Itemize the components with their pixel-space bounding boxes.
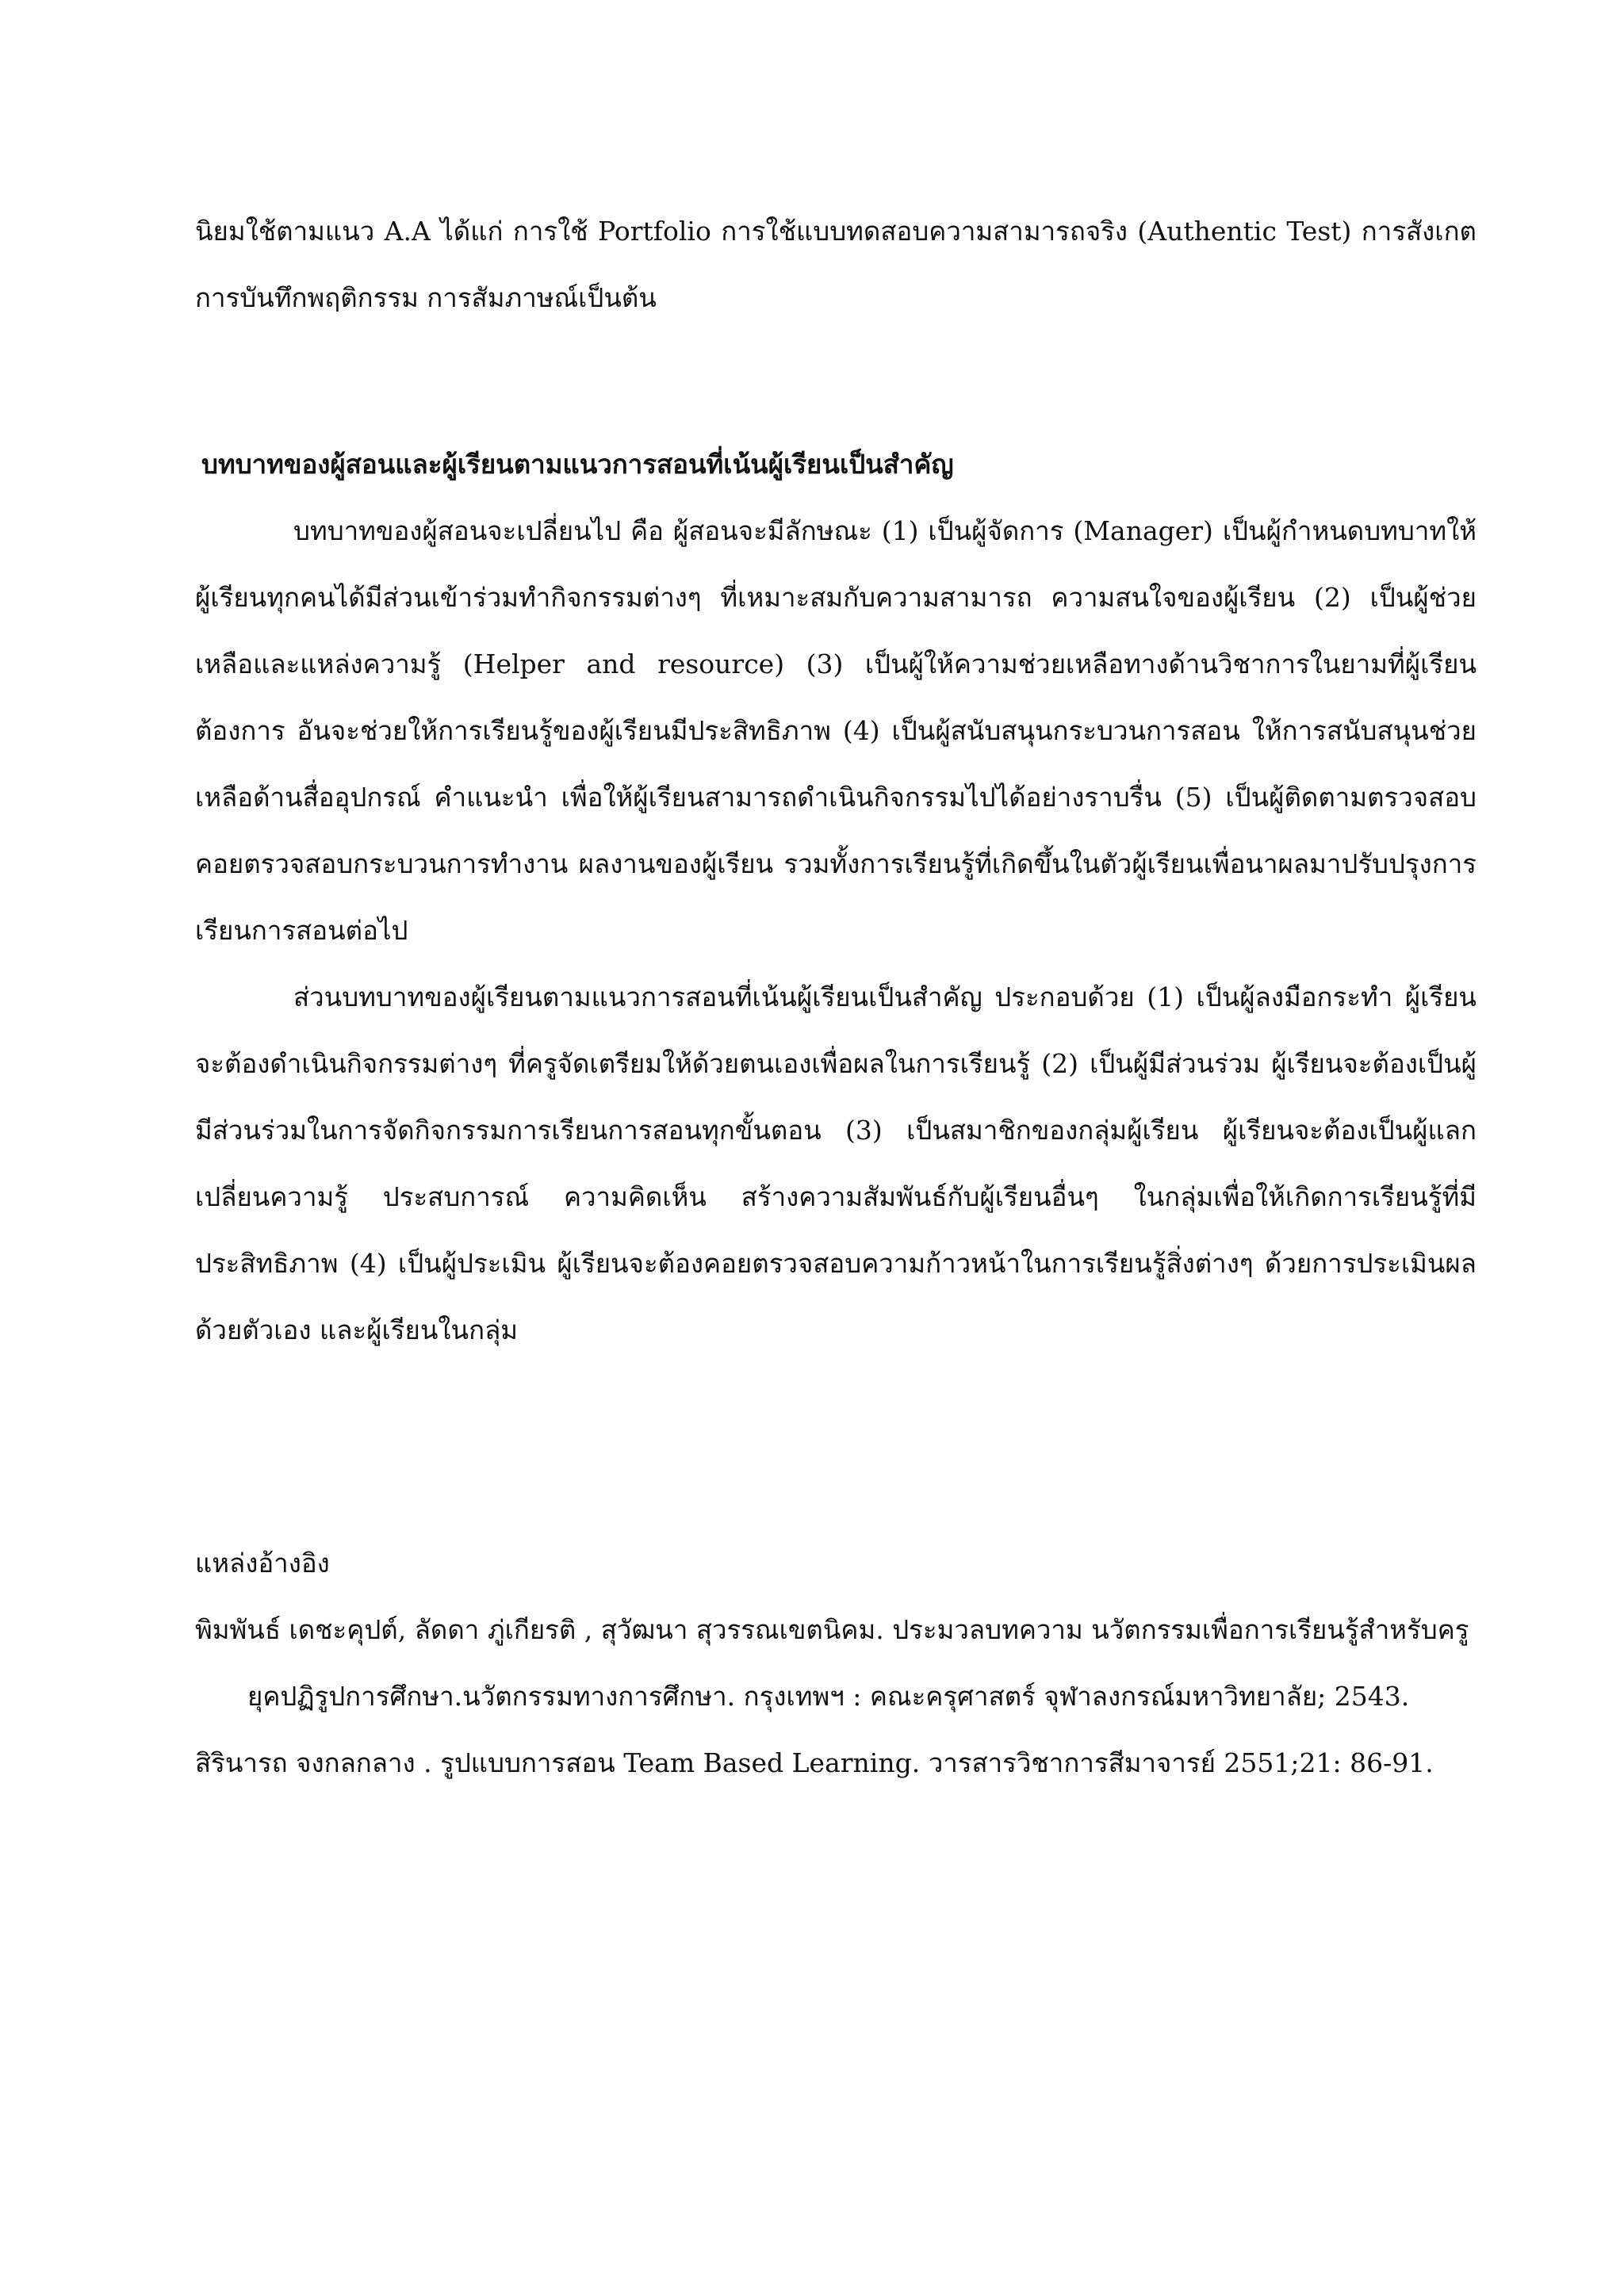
section-heading: บทบาทของผู้สอนและผู้เรียนตามแนวการสอนที่เน้นผู้เรียนเป็นสำคัญ bbox=[201, 449, 954, 480]
reference-item-2: สิรินารถ จงกลกลาง . รูปแบบการสอน Team Based Learning. วารสารวิชาการสีมาจารย์ 2551;21: 86-91. bbox=[195, 1747, 1434, 1778]
intro-paragraph: นิยมใช้ตามแนว A.A ได้แก่ การใช้ Portfolio การใช้แบบทดสอบความสามารถจริง (Authentic Test) การสังเกต การบันทึกพฤติกรรม การสัมภาษณ์เป็นต้น bbox=[195, 216, 1477, 313]
teacher-role-paragraph: บทบาทของผู้สอนจะเปลี่ยนไป คือ ผู้สอนจะมีลักษณะ (1) เป็นผู้จัดการ (Manager) เป็นผู้กำหนดบทบาทให้ผู้เรียนทุกคนได้มีส่วนเข้าร่วมทำกิจกรรมต่างๆ ที่เหมาะสมกับความสามารถ ความสนใจของผู้เรียน (2) เป็นผู้ช่วยเหลือและแหล่งความรู้ (Helper and resource) (3) เป็นผู้ให้ความช่วยเหลือทางด้านวิชาการในยามที่ผู้เรียนต้องการ อันจะช่วยให้การเรียนรู้ของผู้เรียนมีประสิทธิภาพ (4) เป็นผู้สนับสนุนกระบวนการสอน ให้การสนับสนุนช่วยเหลือด้านสื่ออุปกรณ์ คำแนะนำ เพื่อให้ผู้เรียนสามารถดำเนินกิจกรรมไปได้อย่างราบรื่น (5) เป็นผู้ติดตามตรวจสอบ คอยตรวจสอบกระบวนการทำงาน ผลงานของผู้เรียน รวมทั้งการเรียนรู้ที่เกิดขึ้นในตัวผู้เรียนเพื่อนาผลมาปรับปรุงการเรียนการสอนต่อไป bbox=[195, 515, 1477, 946]
document-content bbox=[195, 198, 1477, 1797]
reference-item-1: พิมพันธ์ เดชะคุปต์, ลัดดา ภู่เกียรติ , สุวัฒนา สุวรรณเขตนิคม. ประมวลบทความ นวัตกรรมเพื่อการเรียนรู้สำหรับครูยุคปฏิรูปการศึกษา.นวัตกรรมทางการศึกษา. กรุงเทพฯ : คณะครุศาสตร์ จุฬาลงกรณ์มหาวิทยาลัย; 2543. bbox=[195, 1614, 1469, 1712]
references-title: แหล่งอ้างอิง bbox=[195, 1548, 330, 1578]
student-role-paragraph: ส่วนบทบาทของผู้เรียนตามแนวการสอนที่เน้นผู้เรียนเป็นสำคัญ ประกอบด้วย (1) เป็นผู้ลงมือกระทำ ผู้เรียนจะต้องดำเนินกิจกรรมต่างๆ ที่ครูจัดเตรียมให้ด้วยตนเองเพื่อผลในการเรียนรู้ (2) เป็นผู้มีส่วนร่วม ผู้เรียนจะต้องเป็นผู้มีส่วนร่วมในการจัดกิจกรรมการเรียนการสอนทุกขั้นตอน (3) เป็นสมาชิกของกลุ่มผู้เรียน ผู้เรียนจะต้องเป็นผู้แลกเปลี่ยนความรู้ ประสบการณ์ ความคิดเห็น สร้างความสัมพันธ์กับผู้เรียนอื่นๆ ในกลุ่มเพื่อให้เกิดการเรียนรู้ที่มีประสิทธิภาพ (4) เป็นผู้ประเมิน ผู้เรียนจะต้องคอยตรวจสอบความก้าวหน้าในการเรียนรู้สิ่งต่างๆ ด้วยการประเมินผลด้วยตัวเอง และผู้เรียนในกลุ่ม bbox=[195, 982, 1477, 1345]
